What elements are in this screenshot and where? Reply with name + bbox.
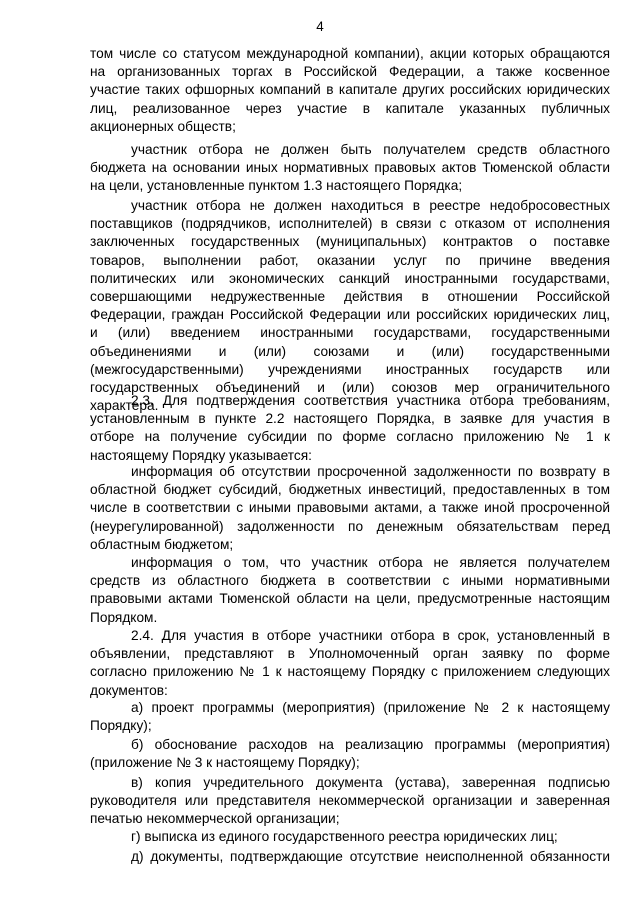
text-line: на организованных торгах в Российской Федерации, а также косвенное <box>90 64 610 80</box>
text-line: числе в соответствии с иными правовыми актами, а также иной просроченной <box>90 500 610 516</box>
paragraph <box>90 392 610 465</box>
text-line: информация о том, что участник отбора не является получателем <box>131 555 610 570</box>
text-line: информация об отсутствии просроченной задолженности по возврату в <box>131 464 610 479</box>
text-line: характера. <box>90 398 159 414</box>
text-line: объединениями и (или) союзами и (или) государственными <box>90 343 610 359</box>
paragraph <box>90 774 610 829</box>
text-line: а) проект программы (мероприятия) (приложение № 2 к настоящему <box>131 700 610 715</box>
text-line: отборе на получение субсидии по форме согласно приложению № 1 к <box>90 429 610 445</box>
text-line: Порядком. <box>90 609 158 625</box>
text-line: товаров, выполнении работ, оказании услуг по причине введения <box>90 252 610 268</box>
text-line: заключенных государственных (муниципальных) контрактов о поставке <box>90 234 610 250</box>
paragraph <box>90 699 610 735</box>
text-line: установленным в пункте 2.2 настоящего Порядка, в заявке для участия в <box>90 411 610 427</box>
paragraph <box>90 141 610 196</box>
text-line: б) обоснование расходов на реализацию программы (мероприятия) <box>131 737 610 752</box>
text-line: том числе со статусом международной компании), акции которых обращаются <box>90 46 610 61</box>
text-line: на цели, установленные пунктом 1.3 настоящего Порядка; <box>90 178 463 194</box>
paragraph <box>90 197 610 415</box>
paragraph <box>90 627 610 700</box>
text-line: Федерации, граждан Российской Федерации или российских юридических лиц, <box>90 307 610 323</box>
text-line: руководителя или представителя некоммерческой организации и заверенная <box>90 793 610 809</box>
text-line: участник отбора не должен быть получателем средств областного <box>131 142 610 157</box>
text-line: Порядку); <box>90 718 152 734</box>
paragraph <box>90 848 610 866</box>
text-line: участие таких офшорных компаний в капитале других российских юридических <box>90 82 610 98</box>
text-line: средств из областного бюджета в соответствии с иными нормативными <box>90 573 610 589</box>
text-line: объявлении, представляют в Уполномоченный орган заявку по форме <box>90 646 610 662</box>
text-line: лиц, реализованное через участие в капитале указанных публичных <box>90 100 610 116</box>
paragraph <box>90 554 610 627</box>
text-line: в) копия учредительного документа (устава), заверенная подписью <box>131 775 610 790</box>
text-line: 2.3. Для подтверждения соответствия участника отбора требованиям, <box>131 393 610 408</box>
text-line: поставщиков (подрядчиков, исполнителей) в связи с отказом от исполнения <box>90 216 610 232</box>
paragraph <box>90 828 610 846</box>
text-line: совершающими недружественные действия в отношении Российской <box>90 288 610 304</box>
text-line: д) документы, подтверждающие отсутствие неисполненной обязанности <box>131 849 610 864</box>
text-line: печатью некоммерческой организации; <box>90 811 340 827</box>
text-line: документов: <box>90 682 168 698</box>
text-line: (приложение № 3 к настоящему Порядку); <box>90 755 360 771</box>
text-line: участник отбора не должен находиться в реестре недобросовестных <box>131 198 610 213</box>
text-line: областной бюджет субсидий, бюджетных инвестиций, предоставленных в том <box>90 482 610 498</box>
paragraph <box>90 45 610 136</box>
text-line: правовыми актами Тюменской области на цели, предусмотренные настоящим <box>90 591 610 607</box>
page-number: 4 <box>316 19 324 34</box>
text-line: г) выписка из единого государственного реестра юридических лиц; <box>131 829 558 844</box>
text-line: и (или) введением иностранными государствами, государственными <box>90 325 610 341</box>
paragraph <box>90 463 610 554</box>
text-line: 2.4. Для участия в отборе участники отбора в срок, установленный в <box>131 628 610 643</box>
text-line: (межгосударственными) учреждениями иностранных государств или <box>90 361 610 377</box>
text-line: государственных объединений и (или) союзов мер ограничительного <box>90 379 610 395</box>
text-line: бюджета на основании иных нормативных правовых актов Тюменской области <box>90 160 610 176</box>
text-line: согласно приложению № 1 к настоящему Порядку с приложением следующих <box>90 664 610 680</box>
text-line: областным бюджетом; <box>90 536 234 552</box>
paragraph <box>90 736 610 772</box>
text-line: акционерных обществ; <box>90 118 236 134</box>
text-line: настоящему Порядку указывается: <box>90 447 312 463</box>
text-line: (неурегулированной) задолженности по денежным обязательствам перед <box>90 518 610 534</box>
text-line: политических или экономических санкций иностранными государствами, <box>90 270 610 286</box>
